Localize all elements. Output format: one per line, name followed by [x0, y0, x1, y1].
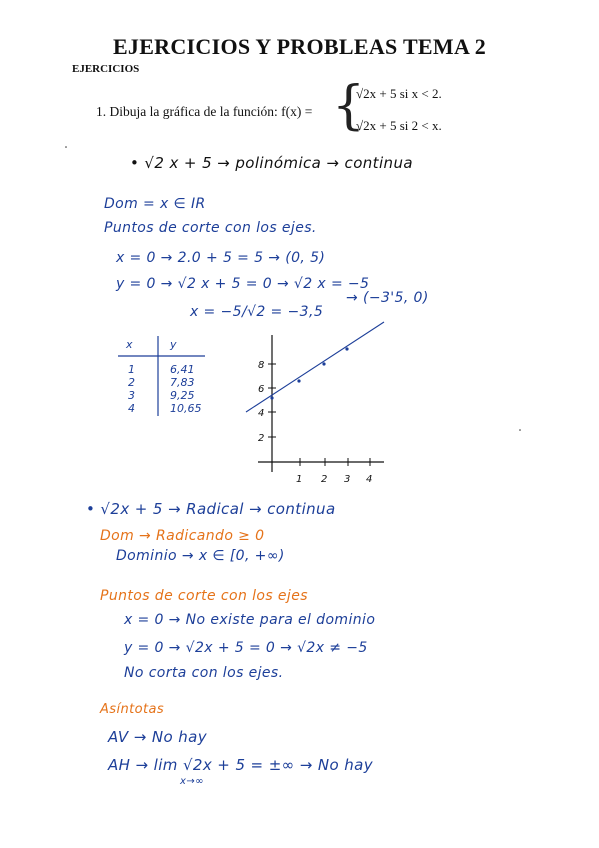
function-line: [246, 322, 384, 412]
table-cell: 4: [128, 402, 135, 415]
y-tick-label: 8: [258, 360, 265, 371]
table-cell: 2: [128, 376, 135, 389]
table-header-x: x: [126, 338, 133, 351]
plot-point: [345, 347, 348, 350]
table-cell: 10,65: [170, 402, 202, 415]
x-tick-label: 4: [366, 474, 373, 485]
table-cell: 9,25: [170, 389, 195, 402]
part2-cuts-title: Puntos de corte con los ejes: [100, 588, 308, 604]
stray-mark: [65, 146, 67, 148]
piecewise-brace: {: [332, 76, 366, 136]
asymptotes-title: Asíntotas: [100, 702, 165, 717]
piecewise-case-2: √2x + 5 si 2 < x.: [356, 118, 442, 133]
part2-dominio: Dominio → x ∈ [0, +∞): [116, 548, 285, 564]
horizontal-asymptote: AH → lim √2x + 5 = ±∞ → No hay: [108, 756, 374, 774]
part1-heading-text: • √2 x + 5 → polinómica → continua: [130, 154, 413, 172]
x-tick-label: 1: [296, 474, 303, 485]
table-cell: 1: [128, 363, 135, 376]
x-tick-label: 2: [321, 474, 328, 485]
y-tick-label: 2: [258, 433, 265, 444]
part2-cut-x0: x = 0 → No existe para el dominio: [124, 612, 376, 628]
part2-domain: Dom → Radicando ≥ 0: [100, 528, 265, 544]
y-tick-label: 6: [258, 384, 265, 395]
plot-point: [270, 396, 273, 399]
table-header-y: y: [170, 338, 177, 351]
section-subtitle: EJERCICIOS: [72, 63, 140, 75]
part1-cut-y0: y = 0 → √2 x + 5 = 0 → √2 x = −5: [116, 276, 370, 292]
limit-subscript: x→∞: [180, 776, 204, 787]
exercise-prompt: 1. Dibuja la gráfica de la función: f(x) =: [96, 104, 313, 119]
part2-no-cut: No corta con los ejes.: [124, 665, 284, 681]
vertical-asymptote: AV → No hay: [108, 728, 208, 746]
piecewise-case-1: √2x + 5 si x < 2.: [356, 86, 442, 101]
part1-cut-x0: x = 0 → 2.0 + 5 = 5 → (0, 5): [116, 250, 326, 266]
plot-point: [297, 379, 300, 382]
part1-solve-point: → (−3'5, 0): [346, 290, 429, 306]
part1-domain: Dom = x ∈ IR: [104, 196, 206, 212]
part2-heading-text: • √2x + 5 → Radical → continua: [86, 500, 336, 518]
x-tick-label: 3: [344, 474, 351, 485]
part1-cuts-title: Puntos de corte con los ejes.: [104, 220, 317, 236]
stray-mark: [519, 429, 521, 431]
table-cell: 3: [128, 389, 135, 402]
table-cell: 6,41: [170, 363, 195, 376]
table-cell: 7,83: [170, 376, 195, 389]
plot-point: [322, 362, 325, 365]
y-tick-label: 4: [258, 408, 265, 419]
part1-solve: x = −5/√2 = −3,5: [190, 304, 324, 320]
part2-heading: [86, 500, 336, 518]
part2-cut-y0: y = 0 → √2x + 5 = 0 → √2x ≠ −5: [124, 640, 368, 656]
page-title: EJERCICIOS Y PROBLEAS TEMA 2: [112, 34, 487, 59]
